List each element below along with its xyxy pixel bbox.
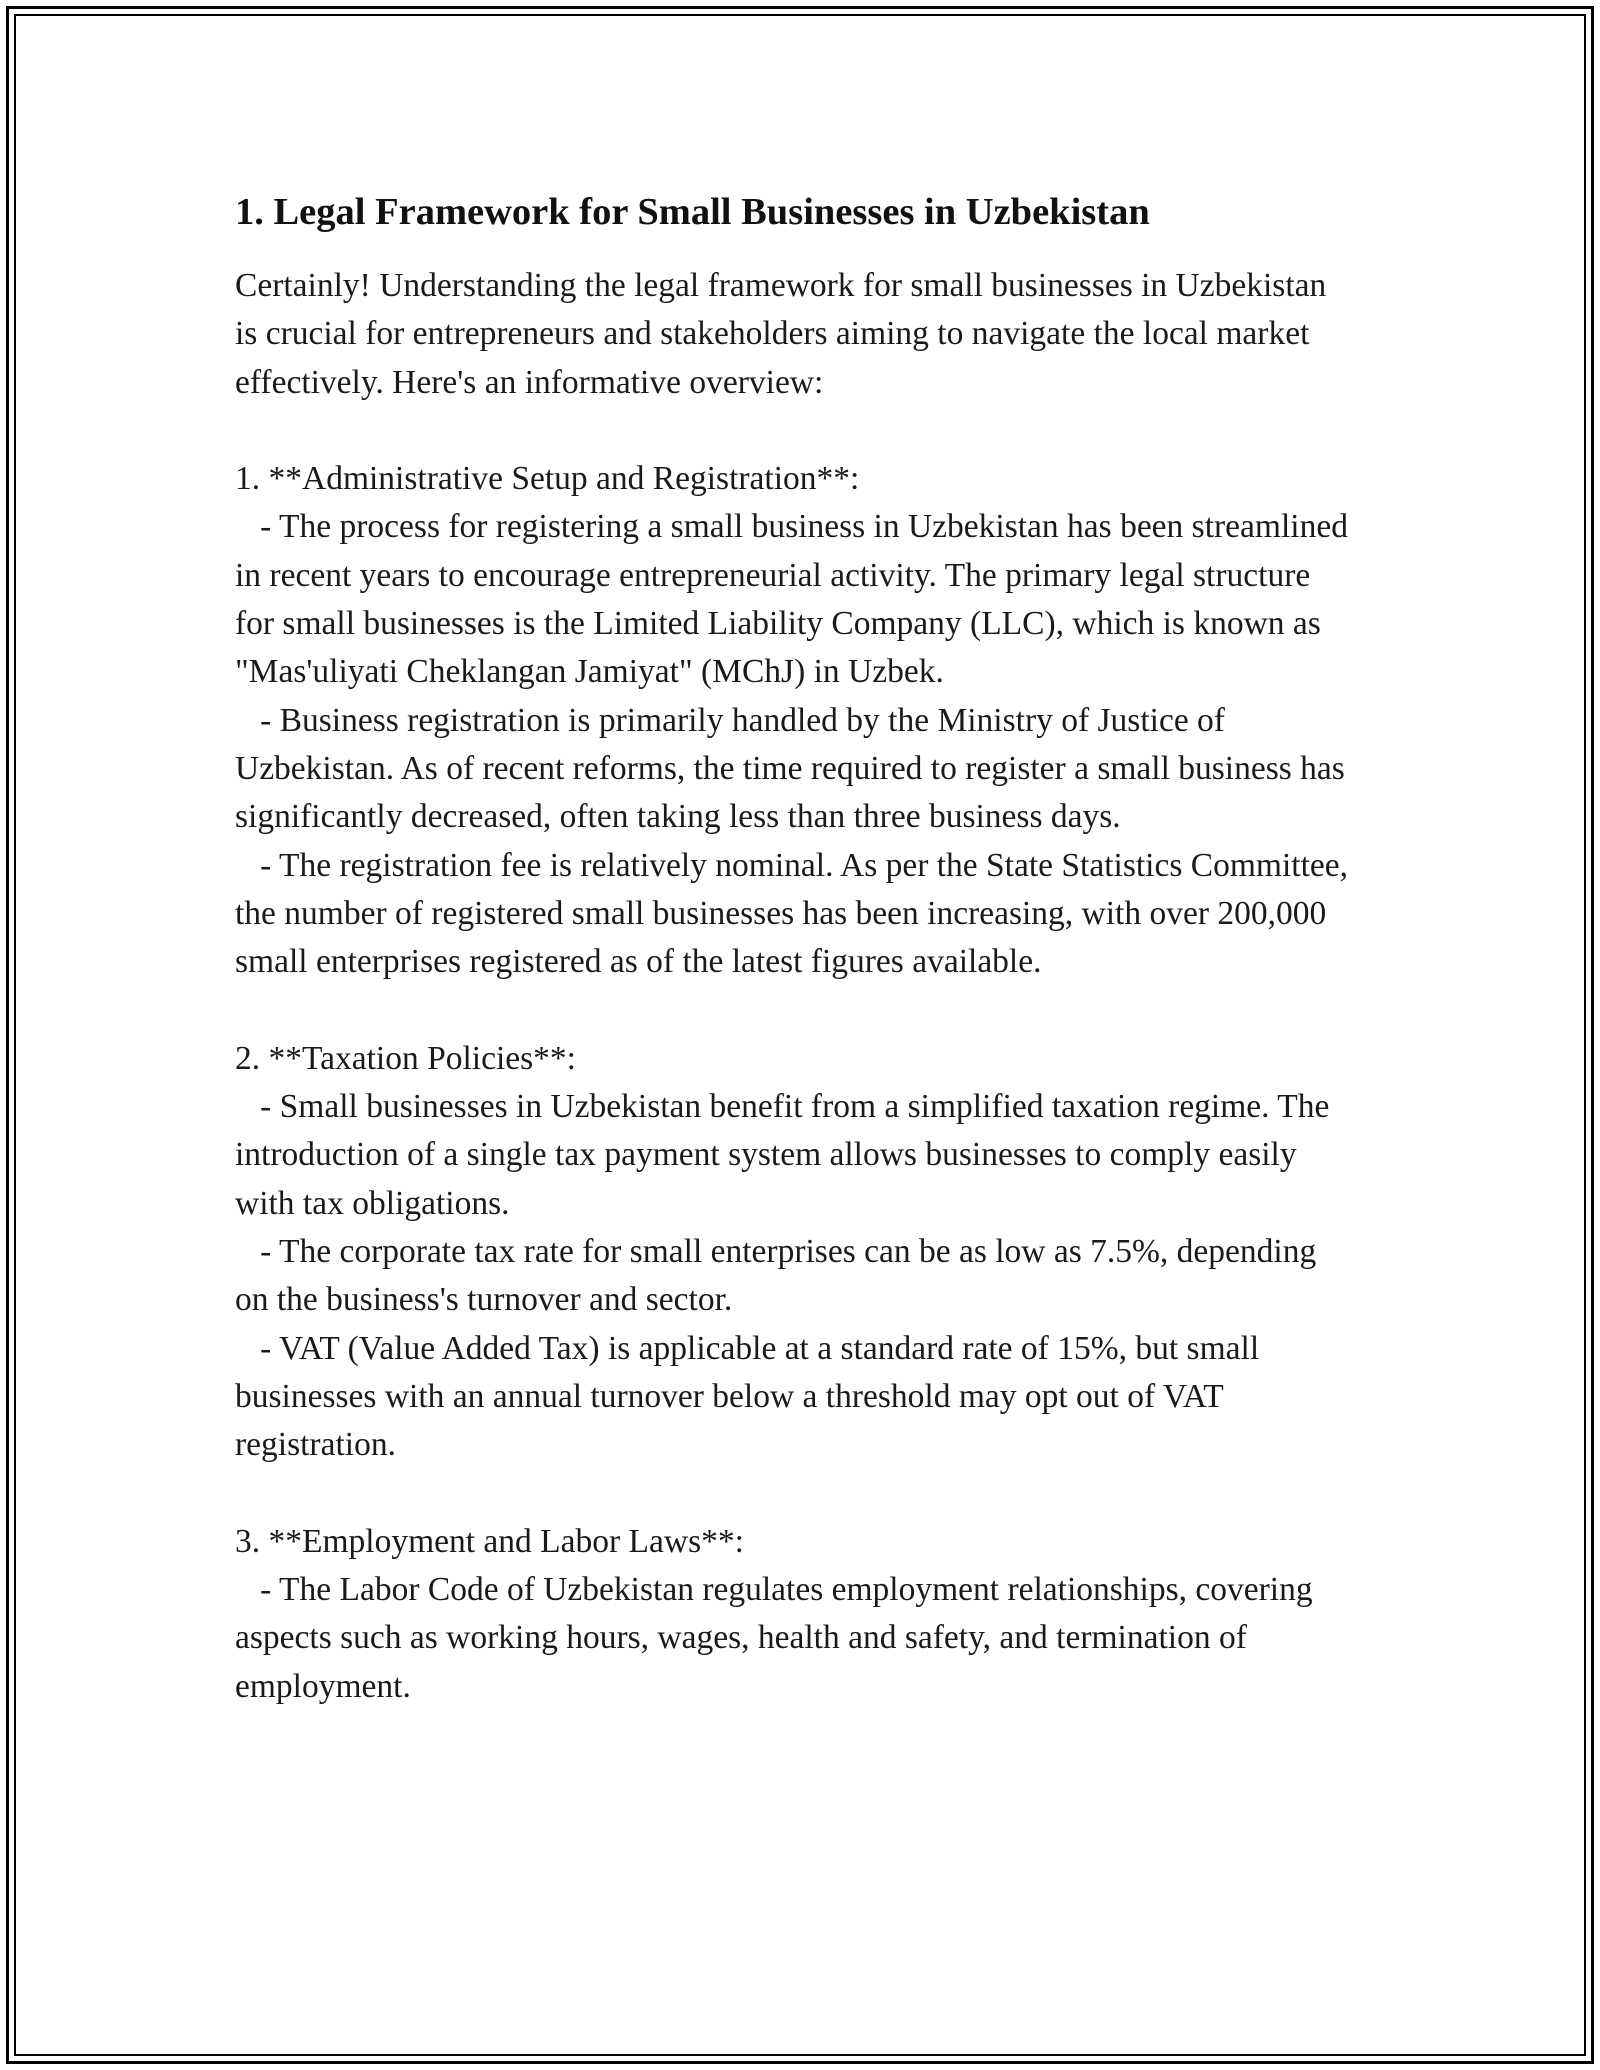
list-item: - The registration fee is relatively nominal. As per the State Statistics Committee, the number of registered small businesses has been increasing, with over 200,000 small enterprises registered as of the latest figures available. [235, 846, 1357, 981]
section-heading: 1. **Administrative Setup and Registration**: [235, 460, 860, 498]
spacer [235, 407, 1355, 455]
section-taxation [235, 1035, 1355, 1470]
section-heading: 3. **Employment and Labor Laws**: [235, 1522, 744, 1560]
spacer [235, 1469, 1355, 1517]
section-heading: 2. **Taxation Policies**: [235, 1039, 576, 1077]
list-item: - VAT (Value Added Tax) is applicable at a standard rate of 15%, but small businesses with an annual turnover below a threshold may opt out of VAT registration. [235, 1329, 1268, 1464]
list-item: - The process for registering a small business in Uzbekistan has been streamlined in recent years to encourage entrepreneurial activity. The primary legal structure for small businesses is the Limited Liability Company (LLC), which is known as "Mas'uliyati Cheklangan Jamiyat" (MChJ) in Uzbek. [235, 508, 1357, 691]
section-administrative [235, 455, 1355, 986]
list-item: - Small businesses in Uzbekistan benefit from a simplified taxation regime. The introduction of a single tax payment system allows businesses to comply easily with tax obligations. [235, 1088, 1338, 1222]
document-body [235, 186, 1355, 1711]
intro-paragraph: Certainly! Understanding the legal framework for small businesses in Uzbekistan is crucial for entrepreneurs and stakeholders aiming to navigate the local market effectively. Here's an informative overview: [235, 267, 1335, 401]
list-item: - The corporate tax rate for small enterprises can be as low as 7.5%, depending on the business's turnover and sector. [235, 1232, 1325, 1319]
list-item: - The Labor Code of Uzbekistan regulates employment relationships, covering aspects such as working hours, wages, health and safety, and termination of employment. [235, 1571, 1321, 1705]
list-item: - Business registration is primarily handled by the Ministry of Justice of Uzbekistan. As of recent reforms, the time required to register a small business has significantly decreased, often taking less than three business days. [235, 701, 1354, 836]
document-title: 1. Legal Framework for Small Businesses in Uzbekistan [235, 191, 1150, 233]
section-employment [235, 1518, 1355, 1711]
spacer [235, 986, 1355, 1034]
